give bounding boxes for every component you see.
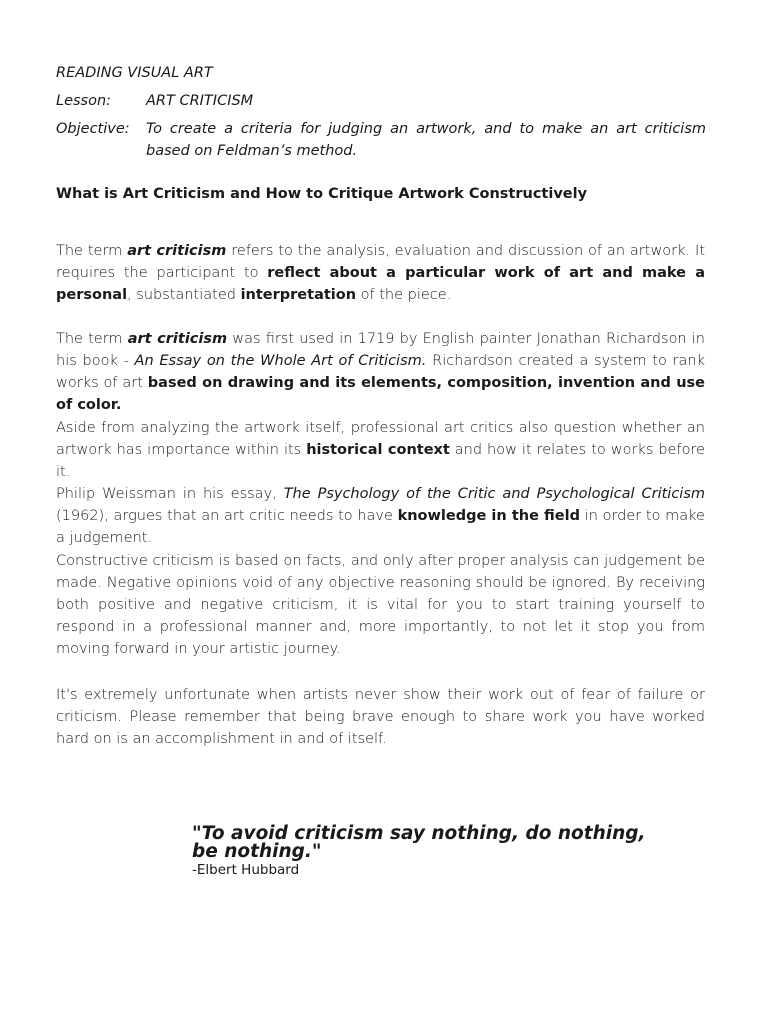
bold-phrase: historical context <box>306 441 450 458</box>
bold-phrase: reflect about a particular work of art and make a personal <box>56 264 706 303</box>
text-run: in order to make a judgement. <box>56 507 705 546</box>
text-run: (1962), argues that an art critic needs to have <box>56 507 398 524</box>
section-title-row <box>56 62 706 84</box>
bold-phrase: knowledge in the field <box>397 507 580 524</box>
paragraph-history <box>56 328 705 417</box>
text-run: The term <box>56 242 128 259</box>
article-heading: What is Art Criticism and How to Critique Artwork Constructively <box>56 186 588 202</box>
text-run: The term <box>56 330 128 347</box>
bold-phrase: interpretation <box>240 286 357 303</box>
text-run: Constructive criticism is based on facts, and only after proper analysis can judgement be made. Negative opinions void of any objective reasoning should be ignored. By receiving both positive and negative criticism, it is vital for you to start training yourself to respond in a professional manner and, more importantly, to not let it stop you from moving forward in your artistic journey. <box>56 552 705 658</box>
paragraph-constructive <box>56 550 705 661</box>
text-run: of the piece. <box>356 286 452 303</box>
lesson-header <box>56 62 706 168</box>
section-title: READING VISUAL ART <box>56 65 213 81</box>
text-run: refers to the analysis, evaluation and discussion of an artwork. It requires the participant to <box>56 242 706 281</box>
paragraph-context <box>56 417 705 484</box>
essay-title: The Psychology of the Critic and Psychological Criticism <box>283 485 705 502</box>
objective-row <box>56 118 706 162</box>
quote-text: "To avoid criticism say nothing, do nothing, be nothing." <box>192 823 646 862</box>
text-run: , substantiated <box>127 286 241 303</box>
book-title: An Essay on the Whole Art of Criticism. <box>134 352 427 369</box>
lesson-label: Lesson: <box>56 93 112 109</box>
bold-term: art criticism <box>127 330 228 347</box>
text-run: Richardson created a system to rank works of art <box>56 352 705 391</box>
paragraph-bravery <box>56 684 705 751</box>
objective-label: Objective: <box>56 121 130 137</box>
text-run: and how it relates to works before it. <box>56 441 706 480</box>
paragraph-weissman <box>56 483 705 550</box>
text-run: was first used in 1719 by English painter Jonathan Richardson in his book - <box>56 330 705 369</box>
bold-term: art criticism <box>127 242 227 259</box>
text-run: Philip Weissman in his essay, <box>56 485 284 502</box>
quote-block <box>192 825 662 878</box>
paragraph-definition <box>56 240 705 307</box>
quote-author: -Elbert Hubbard <box>192 862 300 878</box>
bold-phrase: based on drawing and its elements, composition, invention and use of color. <box>56 374 705 414</box>
objective-value: To create a criteria for judging an artwork, and to make an art criticism based on Feldman’s method. <box>146 121 706 159</box>
lesson-row <box>56 90 706 112</box>
text-run: Aside from analyzing the artwork itself, professional art critics also question whether an artwork has importance within its <box>56 419 705 458</box>
lesson-value: ART CRITICISM <box>146 93 254 109</box>
text-run: It's extremely unfortunate when artists never show their work out of fear of failure or criticism. Please remember that being brave enough to share work you have worked hard on is an accomplishment in and of itself. <box>56 686 705 747</box>
